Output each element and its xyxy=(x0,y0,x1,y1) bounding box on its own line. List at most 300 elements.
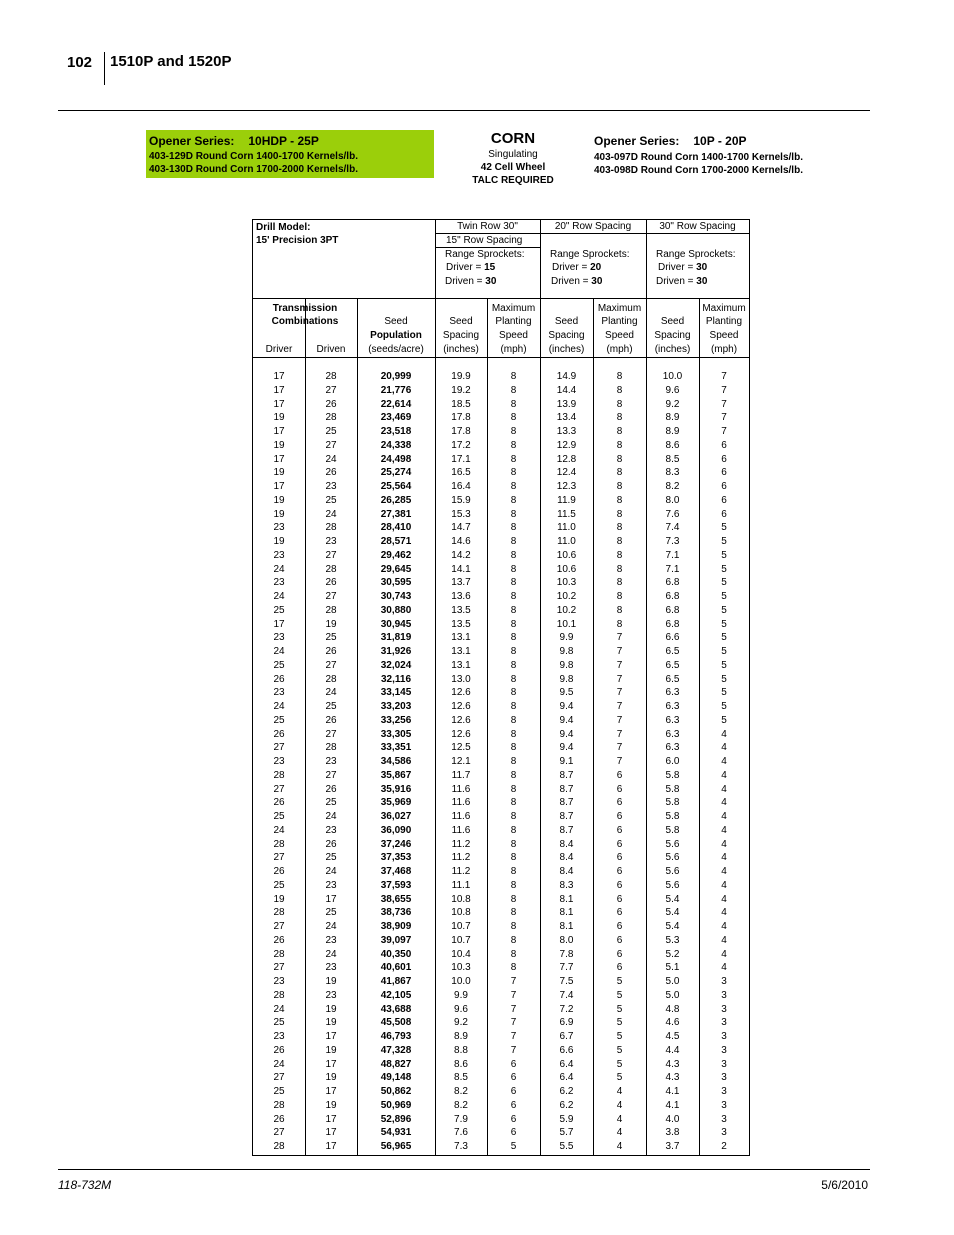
cell-population: 39,097 xyxy=(380,934,412,946)
cell-twin-speed: 8 xyxy=(510,481,517,492)
cell-population: 35,867 xyxy=(380,769,412,781)
left-opener-box xyxy=(146,130,434,178)
cell-row30-spacing: 7.3 xyxy=(665,536,680,547)
cell-driver: 23 xyxy=(273,756,285,767)
g1-inches: (inches) xyxy=(443,344,479,355)
cell-row20-spacing: 9.8 xyxy=(559,659,574,671)
cell-row30-spacing: 6.3 xyxy=(665,714,680,726)
cell-row30-speed: 3 xyxy=(721,1072,727,1084)
cell-driver: 26 xyxy=(273,1044,285,1056)
table-row xyxy=(253,934,751,948)
cell-row20-speed: 6 xyxy=(616,811,623,822)
cell-row20-speed: 7 xyxy=(616,659,623,671)
table-row xyxy=(253,398,751,412)
cell-population: 33,145 xyxy=(380,687,412,699)
g3-speed: Speed xyxy=(709,330,739,341)
cell-driven: 19 xyxy=(325,1099,337,1111)
cell-row30-speed: 4 xyxy=(721,962,727,974)
group2-range: Range Sprockets: xyxy=(550,249,630,260)
bottom-rule xyxy=(58,1169,870,1170)
cell-twin-spacing: 14.7 xyxy=(451,522,471,534)
cell-twin-speed: 7 xyxy=(510,1003,517,1015)
right-opener-line2: 403-098D Round Corn 1700-2000 Kernels/lb. xyxy=(594,165,803,176)
cell-row30-speed: 7 xyxy=(721,426,727,437)
table-row xyxy=(253,370,751,384)
cell-row20-speed: 8 xyxy=(616,439,623,451)
cell-row30-speed: 3 xyxy=(721,1099,727,1111)
g2-spacing: Spacing xyxy=(548,330,585,341)
cell-row20-spacing: 12.9 xyxy=(556,439,577,451)
cell-population: 25,274 xyxy=(380,467,412,479)
cell-twin-spacing: 11.6 xyxy=(451,783,471,795)
cell-row20-speed: 5 xyxy=(616,976,623,987)
table-row xyxy=(253,1003,751,1017)
cell-driver: 19 xyxy=(273,893,285,905)
table-row xyxy=(253,948,751,962)
cell-row20-spacing: 11.0 xyxy=(557,522,576,534)
top-rule xyxy=(58,110,870,111)
table-row xyxy=(253,1044,751,1058)
cell-twin-spacing: 7.6 xyxy=(454,1127,468,1139)
cell-driver: 28 xyxy=(273,948,285,960)
cell-row20-speed: 5 xyxy=(616,1072,623,1084)
cell-row20-spacing: 8.0 xyxy=(559,934,574,946)
cell-row30-speed: 5 xyxy=(721,604,727,616)
crop-wheel: 42 Cell Wheel xyxy=(480,162,546,173)
cell-row20-speed: 4 xyxy=(616,1113,623,1125)
cell-row30-spacing: 8.0 xyxy=(665,494,680,506)
cell-twin-spacing: 10.8 xyxy=(451,907,471,919)
cell-row30-speed: 5 xyxy=(721,714,727,726)
cell-twin-speed: 8 xyxy=(510,563,517,575)
cell-row30-speed: 6 xyxy=(721,467,727,479)
group1-title: Twin Row 30" xyxy=(457,221,518,232)
cell-twin-spacing: 8.5 xyxy=(454,1072,468,1084)
cell-population: 38,909 xyxy=(380,921,412,932)
cell-row30-spacing: 5.4 xyxy=(665,907,680,919)
cell-twin-spacing: 16.5 xyxy=(451,467,471,479)
cell-row30-spacing: 5.0 xyxy=(665,989,680,1001)
cell-twin-speed: 7 xyxy=(510,1031,517,1042)
cell-twin-spacing: 11.1 xyxy=(451,879,471,891)
cell-row30-spacing: 3.7 xyxy=(665,1141,680,1152)
cell-driven: 26 xyxy=(325,714,337,726)
cell-twin-spacing: 13.6 xyxy=(451,591,471,602)
cell-row30-speed: 5 xyxy=(721,687,727,699)
cell-driven: 27 xyxy=(325,659,337,671)
cell-driven: 25 xyxy=(325,907,337,919)
cell-twin-speed: 8 xyxy=(510,948,517,960)
cell-row20-speed: 7 xyxy=(616,701,623,712)
cell-row20-spacing: 8.7 xyxy=(559,769,574,781)
table-row xyxy=(253,989,751,1003)
cell-row20-speed: 8 xyxy=(616,371,623,382)
cell-row30-speed: 7 xyxy=(721,398,727,410)
cell-driven: 17 xyxy=(325,1127,337,1139)
cell-row30-spacing: 8.6 xyxy=(665,439,680,451)
cell-row20-spacing: 10.6 xyxy=(556,563,577,575)
cell-row30-spacing: 6.8 xyxy=(665,604,680,616)
cell-driver: 23 xyxy=(273,976,285,987)
cell-population: 52,896 xyxy=(380,1113,412,1125)
cell-population: 46,793 xyxy=(380,1031,412,1042)
g2-maximum: Maximum xyxy=(597,303,642,314)
g1-seed: Seed xyxy=(449,316,473,327)
table-row xyxy=(253,1113,751,1127)
g2-planting: Planting xyxy=(601,316,638,327)
cell-row20-speed: 8 xyxy=(616,577,623,589)
cell-driven: 17 xyxy=(325,893,337,905)
cell-row30-spacing: 7.6 xyxy=(665,508,680,520)
cell-driver: 24 xyxy=(273,701,285,712)
cell-driver: 28 xyxy=(273,989,285,1001)
cell-row30-speed: 4 xyxy=(721,838,727,850)
cell-twin-spacing: 12.5 xyxy=(451,742,471,754)
cell-row30-speed: 4 xyxy=(721,824,727,836)
cell-driver: 17 xyxy=(273,426,285,437)
cell-driven: 26 xyxy=(325,467,337,479)
cell-driven: 28 xyxy=(325,412,337,424)
cell-population: 26,285 xyxy=(380,494,412,506)
group3-range: Range Sprockets: xyxy=(656,249,736,260)
cell-row30-speed: 4 xyxy=(721,797,727,809)
cell-driven: 23 xyxy=(325,481,337,492)
cell-row20-spacing: 8.1 xyxy=(559,893,574,905)
cell-driver: 23 xyxy=(273,577,285,589)
cell-twin-spacing: 10.3 xyxy=(451,962,471,974)
group3-title: 30" Row Spacing xyxy=(659,221,736,232)
cell-row20-spacing: 6.7 xyxy=(559,1031,574,1042)
cell-population: 29,462 xyxy=(380,549,412,561)
cell-row30-spacing: 5.6 xyxy=(665,838,680,850)
cell-population: 56,965 xyxy=(380,1141,412,1152)
cell-driver: 23 xyxy=(273,1031,285,1042)
cell-twin-speed: 8 xyxy=(510,522,517,534)
cell-row30-spacing: 6.5 xyxy=(665,646,680,657)
cell-row30-speed: 5 xyxy=(721,549,727,561)
cell-row20-spacing: 7.7 xyxy=(559,962,574,974)
cell-driven: 27 xyxy=(325,728,337,740)
table-row xyxy=(253,508,751,522)
table-row xyxy=(253,1140,751,1154)
cell-twin-speed: 8 xyxy=(510,962,517,974)
cell-twin-spacing: 8.9 xyxy=(454,1031,468,1042)
cell-population: 23,518 xyxy=(380,426,412,437)
cell-row20-spacing: 5.5 xyxy=(559,1141,574,1152)
cell-row20-speed: 6 xyxy=(616,852,623,864)
table-row xyxy=(253,453,751,467)
cell-twin-spacing: 8.2 xyxy=(454,1099,468,1111)
cell-row30-spacing: 6.3 xyxy=(665,728,680,740)
cell-row20-spacing: 8.7 xyxy=(559,824,574,836)
cell-row30-speed: 3 xyxy=(721,1003,727,1015)
table-row xyxy=(253,411,751,425)
cell-row30-speed: 4 xyxy=(721,852,727,864)
cell-row20-spacing: 11.5 xyxy=(557,508,576,520)
cell-twin-spacing: 10.8 xyxy=(451,893,471,905)
cell-row30-spacing: 5.6 xyxy=(665,879,680,891)
cell-twin-spacing: 11.2 xyxy=(451,852,471,864)
g3-mph: (mph) xyxy=(710,344,738,355)
cell-row30-spacing: 7.1 xyxy=(665,549,680,561)
cell-row20-spacing: 12.4 xyxy=(556,467,577,479)
g2-seed: Seed xyxy=(554,316,579,327)
header-driver: Driver xyxy=(265,344,293,355)
cell-row20-spacing: 13.4 xyxy=(556,412,577,424)
table-row xyxy=(253,521,751,535)
cell-row30-spacing: 7.1 xyxy=(665,563,680,575)
cell-driver: 25 xyxy=(273,1017,285,1029)
cell-population: 33,351 xyxy=(380,742,412,754)
cell-driven: 25 xyxy=(325,632,337,644)
cell-row30-spacing: 9.2 xyxy=(665,398,680,410)
cell-driver: 26 xyxy=(273,797,285,809)
cell-row30-spacing: 4.8 xyxy=(665,1003,680,1015)
cell-row30-speed: 6 xyxy=(721,439,727,451)
row-divider xyxy=(253,357,749,358)
cell-population: 25,564 xyxy=(380,481,412,492)
cell-row20-spacing: 8.7 xyxy=(559,797,574,809)
cell-row20-spacing: 7.2 xyxy=(559,1003,574,1015)
cell-population: 30,595 xyxy=(380,577,412,589)
cell-driven: 26 xyxy=(325,646,337,657)
cell-row30-speed: 4 xyxy=(721,811,727,822)
cell-row20-spacing: 13.3 xyxy=(556,426,577,437)
cell-driven: 19 xyxy=(325,976,337,987)
cell-twin-spacing: 9.2 xyxy=(454,1017,468,1029)
cell-driver: 28 xyxy=(273,1099,285,1111)
g3-inches: (inches) xyxy=(654,344,691,355)
cell-row30-speed: 4 xyxy=(721,866,727,877)
cell-twin-spacing: 15.9 xyxy=(451,494,471,506)
cell-row30-spacing: 6.8 xyxy=(665,618,680,630)
cell-row20-speed: 7 xyxy=(616,646,623,657)
cell-row20-speed: 4 xyxy=(616,1127,623,1139)
cell-twin-spacing: 13.1 xyxy=(451,632,471,644)
cell-row30-spacing: 4.3 xyxy=(665,1072,680,1084)
cell-driver: 25 xyxy=(273,714,285,726)
cell-population: 50,862 xyxy=(380,1086,412,1097)
cell-driven: 28 xyxy=(325,563,337,575)
cell-driven: 19 xyxy=(325,1072,337,1084)
cell-row30-speed: 4 xyxy=(721,756,727,767)
cell-twin-speed: 6 xyxy=(510,1113,517,1125)
cell-population: 42,105 xyxy=(380,989,412,1001)
cell-row30-speed: 4 xyxy=(721,728,727,740)
cell-driver: 23 xyxy=(273,522,285,534)
cell-twin-spacing: 13.5 xyxy=(451,618,471,630)
cell-row30-speed: 3 xyxy=(721,1127,727,1139)
table-row xyxy=(253,769,751,783)
cell-population: 22,614 xyxy=(380,398,412,410)
drill-model-label: Drill Model: xyxy=(256,222,311,233)
cell-row30-speed: 5 xyxy=(721,673,727,685)
cell-population: 40,601 xyxy=(380,962,412,974)
g2-mph: (mph) xyxy=(606,344,633,355)
cell-twin-speed: 8 xyxy=(510,577,517,589)
cell-driven: 27 xyxy=(325,384,337,396)
cell-row20-spacing: 14.9 xyxy=(556,371,577,382)
cell-twin-speed: 8 xyxy=(510,439,517,451)
cell-row30-spacing: 6.3 xyxy=(665,687,680,699)
cell-row30-spacing: 4.3 xyxy=(665,1058,680,1070)
cell-row20-speed: 6 xyxy=(616,783,623,795)
table-row xyxy=(253,673,751,687)
cell-row20-speed: 7 xyxy=(616,687,623,699)
cell-row20-speed: 8 xyxy=(616,563,623,575)
left-opener-label: Opener Series: xyxy=(149,134,235,148)
cell-row30-spacing: 3.8 xyxy=(665,1127,680,1139)
cell-row30-speed: 3 xyxy=(721,1113,727,1125)
cell-twin-speed: 8 xyxy=(510,783,517,795)
cell-twin-spacing: 13.1 xyxy=(451,659,471,671)
header-population: Population xyxy=(370,330,422,341)
cell-row20-speed: 8 xyxy=(616,604,623,616)
cell-row30-speed: 5 xyxy=(721,522,727,534)
crop-note: TALC REQUIRED xyxy=(472,175,554,186)
cell-population: 33,256 xyxy=(380,714,412,726)
cell-row20-spacing: 6.9 xyxy=(559,1017,574,1029)
cell-row30-speed: 3 xyxy=(721,1031,727,1042)
cell-population: 29,645 xyxy=(380,563,412,575)
cell-twin-spacing: 17.8 xyxy=(451,426,471,437)
cell-population: 49,148 xyxy=(380,1072,412,1084)
cell-twin-spacing: 13.0 xyxy=(451,673,471,685)
cell-driven: 23 xyxy=(325,824,337,836)
cell-row30-speed: 5 xyxy=(721,701,727,712)
group2-title: 20" Row Spacing xyxy=(554,221,632,232)
cell-twin-spacing: 8.6 xyxy=(454,1058,468,1070)
cell-row30-spacing: 8.2 xyxy=(665,481,680,492)
table-row xyxy=(253,659,751,673)
cell-twin-spacing: 13.1 xyxy=(451,646,471,657)
cell-driver: 28 xyxy=(273,769,285,781)
cell-row30-speed: 3 xyxy=(721,989,727,1001)
header-transmission: Transmission xyxy=(272,303,338,314)
cell-driver: 28 xyxy=(273,907,285,919)
cell-row30-spacing: 5.8 xyxy=(665,783,680,795)
cell-row20-speed: 8 xyxy=(616,494,623,506)
table-row xyxy=(253,618,751,632)
cell-twin-speed: 8 xyxy=(510,398,517,410)
cell-driver: 24 xyxy=(273,563,285,575)
cell-row30-spacing: 6.3 xyxy=(665,742,680,754)
cell-population: 50,969 xyxy=(380,1099,412,1111)
cell-row30-speed: 6 xyxy=(721,494,727,506)
cell-driver: 17 xyxy=(273,384,285,396)
cell-population: 37,468 xyxy=(380,866,412,877)
cell-population: 27,381 xyxy=(380,508,412,520)
cell-driven: 23 xyxy=(325,756,337,767)
cell-twin-spacing: 8.2 xyxy=(454,1086,468,1097)
table-row xyxy=(253,728,751,742)
right-opener-heading xyxy=(594,134,803,148)
cell-driver: 24 xyxy=(273,824,285,836)
cell-population: 28,410 xyxy=(380,522,412,534)
cell-population: 34,586 xyxy=(380,756,412,767)
cell-driven: 28 xyxy=(325,742,337,754)
cell-driven: 23 xyxy=(325,962,337,974)
cell-row20-speed: 8 xyxy=(616,618,623,630)
table-row xyxy=(253,686,751,700)
cell-driven: 25 xyxy=(325,852,337,864)
cell-row20-spacing: 10.2 xyxy=(556,591,577,602)
cell-twin-speed: 8 xyxy=(510,797,517,809)
cell-twin-speed: 8 xyxy=(510,412,517,424)
cell-driven: 28 xyxy=(325,673,337,685)
cell-twin-speed: 8 xyxy=(510,632,517,644)
cell-row30-speed: 4 xyxy=(721,879,727,891)
cell-driver: 27 xyxy=(273,921,285,932)
cell-twin-speed: 8 xyxy=(510,756,517,767)
cell-row30-speed: 3 xyxy=(721,1044,727,1056)
group2-driver: Driver = 20 xyxy=(552,262,602,273)
cell-twin-speed: 8 xyxy=(510,907,517,919)
cell-row30-spacing: 7.4 xyxy=(665,522,680,534)
cell-row20-spacing: 9.4 xyxy=(559,728,574,740)
cell-row20-speed: 4 xyxy=(616,1099,623,1111)
cell-driver: 17 xyxy=(273,371,285,382)
cell-row20-speed: 8 xyxy=(616,467,623,479)
cell-twin-speed: 8 xyxy=(510,549,517,561)
cell-row30-speed: 6 xyxy=(721,508,727,520)
cell-population: 36,090 xyxy=(380,824,412,836)
cell-row30-spacing: 6.3 xyxy=(665,701,680,712)
cell-driver: 26 xyxy=(273,866,285,877)
cell-row20-spacing: 6.4 xyxy=(559,1058,574,1070)
cell-twin-speed: 5 xyxy=(510,1141,517,1152)
cell-driver: 19 xyxy=(273,508,285,520)
header-pop-seed: Seed xyxy=(384,316,408,327)
cell-row20-spacing: 8.3 xyxy=(559,879,574,891)
table-row xyxy=(253,466,751,480)
cell-driven: 24 xyxy=(325,866,337,877)
cell-row30-speed: 6 xyxy=(721,453,727,465)
cell-row20-spacing: 8.7 xyxy=(559,783,574,795)
cell-population: 37,593 xyxy=(380,879,412,891)
cell-row20-spacing: 10.1 xyxy=(556,618,577,630)
cell-twin-spacing: 11.6 xyxy=(451,797,471,809)
cell-twin-speed: 8 xyxy=(510,604,517,616)
group1-driven: Driven = 30 xyxy=(445,276,497,287)
table-row xyxy=(253,1030,751,1044)
table-row xyxy=(253,851,751,865)
table-row xyxy=(253,961,751,975)
header-combinations: Combinations xyxy=(271,316,339,327)
cell-driver: 27 xyxy=(273,962,285,974)
table-row xyxy=(253,755,751,769)
cell-row20-spacing: 9.9 xyxy=(559,632,574,644)
table-row xyxy=(253,576,751,590)
cell-row20-spacing: 8.4 xyxy=(559,838,574,850)
cell-twin-spacing: 13.5 xyxy=(451,604,471,616)
cell-row30-spacing: 5.2 xyxy=(665,948,680,960)
seed-rate-table xyxy=(252,219,750,1156)
table-row xyxy=(253,631,751,645)
group1-driver: Driver = 15 xyxy=(446,262,496,273)
cell-twin-spacing: 14.1 xyxy=(451,563,471,575)
cell-row30-spacing: 5.8 xyxy=(665,811,680,822)
cell-twin-spacing: 10.0 xyxy=(451,976,471,987)
cell-row20-spacing: 9.1 xyxy=(559,756,574,767)
cell-row20-speed: 4 xyxy=(616,1141,623,1152)
cell-twin-speed: 7 xyxy=(510,976,517,987)
cell-twin-spacing: 16.4 xyxy=(451,481,471,492)
cell-row30-spacing: 5.4 xyxy=(665,921,680,932)
table-row xyxy=(253,563,751,577)
group3-driver: Driver = 30 xyxy=(658,262,708,273)
cell-row20-speed: 7 xyxy=(616,714,623,726)
